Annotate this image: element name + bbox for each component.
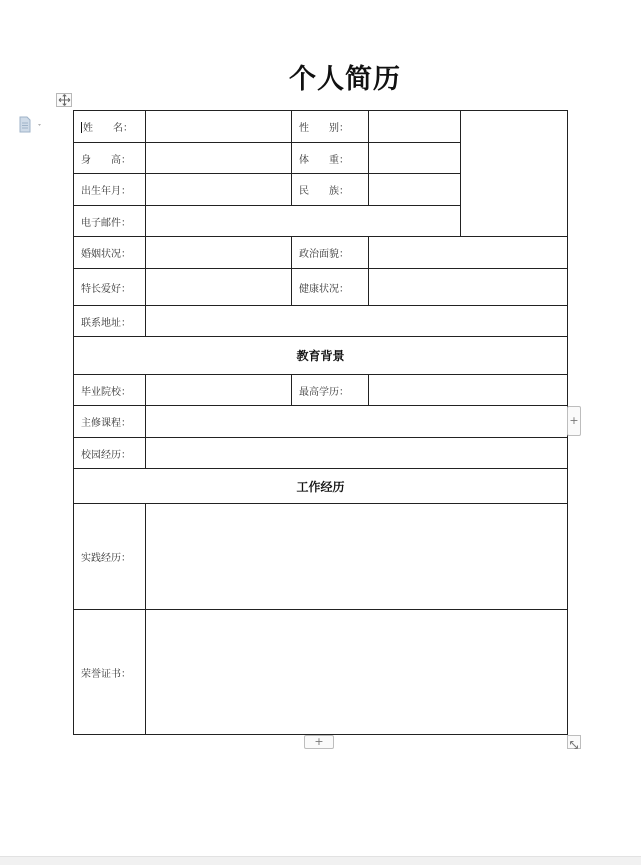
birth-label: 出生年月： [74,174,146,206]
hobby-label: 特长爱好： [74,269,146,306]
add-column-button[interactable] [567,406,581,436]
page-title: 个人简历 [289,64,401,95]
weight-field[interactable] [369,143,461,174]
ethnicity-field[interactable] [369,174,461,206]
degree-field[interactable] [369,375,568,406]
email-field[interactable] [146,206,461,237]
move-arrows-icon [58,94,71,106]
health-label: 健康状况： [292,269,369,306]
table-resize-handle[interactable] [567,735,581,749]
hobby-field[interactable] [146,269,292,306]
photo-cell[interactable] [461,111,568,237]
campus-label: 校园经历： [74,438,146,469]
birth-field[interactable] [146,174,292,206]
campus-field[interactable] [146,438,568,469]
gender-field[interactable] [369,111,461,143]
courses-label: 主修课程： [74,406,146,438]
political-label: 政治面貌： [292,237,369,269]
add-row-button[interactable] [304,735,334,749]
name-label: 姓 名： [74,111,146,143]
degree-label: 最高学历： [292,375,369,406]
height-label: 身 高： [74,143,146,174]
document-icon[interactable] [18,116,48,134]
honors-label: 荣誉证书： [74,610,146,735]
resume-table [73,110,568,735]
honors-field[interactable] [146,610,568,735]
address-label: 联系地址： [74,306,146,337]
marital-label: 婚姻状况： [74,237,146,269]
table-move-handle[interactable] [56,93,72,107]
plus-icon: + [569,414,579,427]
text-cursor [81,122,82,133]
plus-icon: + [314,735,324,748]
address-field[interactable] [146,306,568,337]
practice-label: 实践经历： [74,504,146,610]
practice-field[interactable] [146,504,568,610]
work-heading: 工作经历 [74,469,568,504]
marital-field[interactable] [146,237,292,269]
courses-field[interactable] [146,406,568,438]
height-field[interactable] [146,143,292,174]
education-heading: 教育背景 [74,337,568,375]
email-label: 电子邮件： [74,206,146,237]
school-field[interactable] [146,375,292,406]
school-label: 毕业院校： [74,375,146,406]
resize-diagonal-icon [568,739,580,751]
ethnicity-label: 民 族： [292,174,369,206]
gender-label: 性 别： [292,111,369,143]
political-field[interactable] [369,237,568,269]
weight-label: 体 重： [292,143,369,174]
name-field[interactable] [146,111,292,143]
health-field[interactable] [369,269,568,306]
